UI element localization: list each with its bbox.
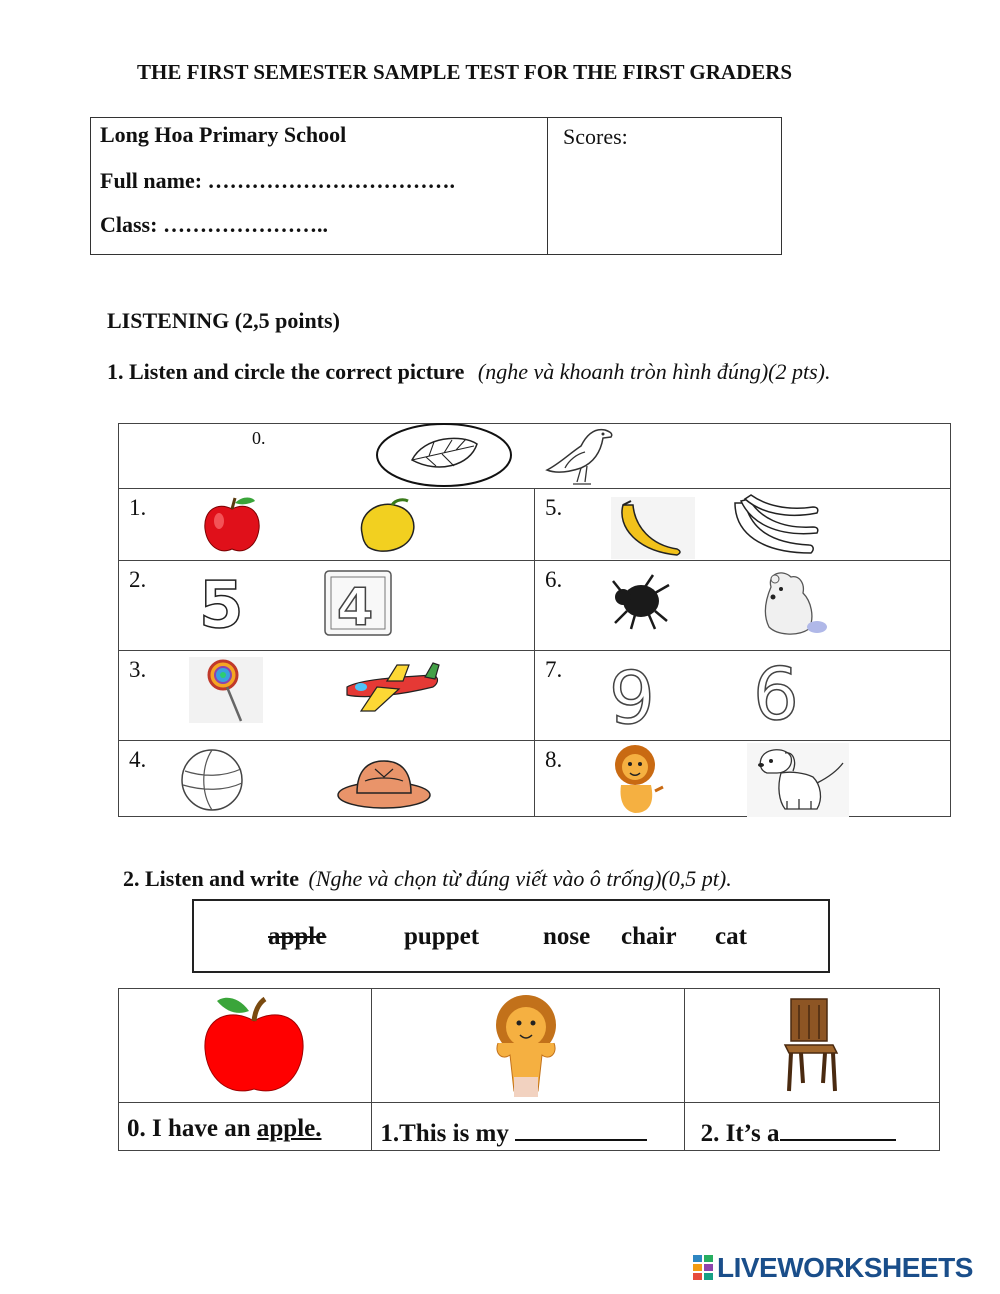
sentence-2-text: 2. It’s a	[700, 1120, 780, 1147]
chair-picture-cell	[684, 989, 939, 1103]
item-3-cell	[119, 651, 535, 741]
svg-text:5: 5	[199, 571, 244, 635]
item-2-cell	[119, 561, 535, 651]
item-number: 5.	[545, 495, 563, 520]
item-number: 4.	[129, 747, 147, 772]
plane-icon[interactable]	[341, 661, 441, 717]
svg-text:6: 6	[753, 653, 799, 725]
dog-icon[interactable]	[747, 743, 849, 817]
number-six-icon[interactable]	[751, 653, 811, 725]
lollipop-icon[interactable]	[189, 657, 263, 723]
sentence-0-cell	[119, 1103, 372, 1151]
mango-icon[interactable]	[352, 497, 422, 555]
chair-icon	[781, 995, 843, 1095]
word-bank	[192, 899, 830, 973]
sentence-2	[701, 1115, 896, 1148]
sentence-0	[127, 1115, 322, 1143]
sentence-1-cell	[372, 1103, 684, 1151]
item-number: 7.	[545, 657, 563, 682]
class-field[interactable]: Class: …………………..	[100, 212, 328, 237]
item-number: 2.	[129, 567, 147, 592]
apple-icon[interactable]	[199, 495, 265, 555]
item-1-cell	[119, 489, 535, 561]
sentence-1	[380, 1115, 647, 1148]
bear-icon[interactable]	[753, 567, 829, 639]
number-five-icon[interactable]	[195, 571, 253, 635]
number-four-icon[interactable]	[323, 569, 395, 639]
apple-picture-cell	[119, 989, 372, 1103]
question-2-instruction: 2. Listen and write	[123, 866, 299, 891]
hat-icon[interactable]	[335, 755, 433, 811]
listening-heading: LISTENING (2,5 points)	[107, 308, 340, 333]
student-info-left	[91, 118, 548, 254]
sentence-2-cell	[684, 1103, 939, 1151]
write-table	[118, 988, 940, 1151]
number-nine-icon[interactable]	[607, 657, 667, 729]
sentence-1-text: 1.This is my	[380, 1120, 509, 1147]
word-bank-item: puppet	[404, 923, 480, 950]
word-bank-item: cat	[715, 923, 747, 950]
question-2-heading	[123, 866, 732, 892]
logo-icon	[693, 1255, 715, 1285]
student-info-box	[90, 117, 782, 255]
bananas-icon[interactable]	[731, 493, 825, 559]
sentence-1-blank[interactable]	[515, 1115, 647, 1141]
item-7-cell	[535, 651, 951, 741]
question-1-instruction: 1. Listen and circle the correct picture	[107, 359, 465, 384]
word-bank-item: apple	[268, 923, 327, 950]
banana-icon[interactable]	[611, 497, 695, 559]
example-row	[119, 424, 951, 489]
item-number: 3.	[129, 657, 147, 682]
sentence-0-answer: apple.	[256, 1115, 322, 1142]
puppet-picture-cell	[372, 989, 684, 1103]
big-apple-icon	[199, 993, 309, 1099]
sentence-0-text: 0. I have an	[127, 1115, 251, 1142]
word-bank-item: chair	[621, 923, 677, 950]
question-1-translation: (nghe và khoanh tròn hình đúng)(2 pts).	[477, 359, 831, 384]
example-number: 0.	[252, 428, 266, 448]
item-number: 8.	[545, 747, 563, 772]
full-name-field[interactable]: Full name: …………………………….	[100, 168, 456, 193]
item-6-cell	[535, 561, 951, 651]
lion-icon[interactable]	[609, 743, 665, 815]
leaf-icon[interactable]	[374, 422, 514, 488]
item-number: 6.	[545, 567, 563, 592]
bug-icon[interactable]	[605, 571, 671, 631]
svg-text:4: 4	[337, 578, 374, 638]
scores-label: Scores:	[563, 124, 628, 149]
item-5-cell	[535, 489, 951, 561]
svg-text:9: 9	[609, 657, 655, 729]
bird-icon[interactable]	[539, 424, 619, 488]
school-name: Long Hoa Primary School	[100, 122, 347, 147]
item-8-cell	[535, 741, 951, 817]
ball-icon[interactable]	[179, 747, 245, 813]
sentence-2-blank[interactable]	[780, 1115, 896, 1141]
word-bank-item: nose	[543, 923, 591, 950]
question-1-heading	[107, 359, 830, 385]
logo-text: LIVEWORKSHEETS	[717, 1252, 973, 1283]
puppet-icon	[488, 991, 564, 1099]
page-title: THE FIRST SEMESTER SAMPLE TEST FOR THE FIRST GRADERS	[137, 60, 793, 84]
circle-picture-table	[118, 423, 951, 817]
question-2-translation: (Nghe và chọn từ đúng viết vào ô trống)(0,5 pt).	[308, 866, 732, 891]
item-number: 1.	[129, 495, 147, 520]
item-4-cell	[119, 741, 535, 817]
